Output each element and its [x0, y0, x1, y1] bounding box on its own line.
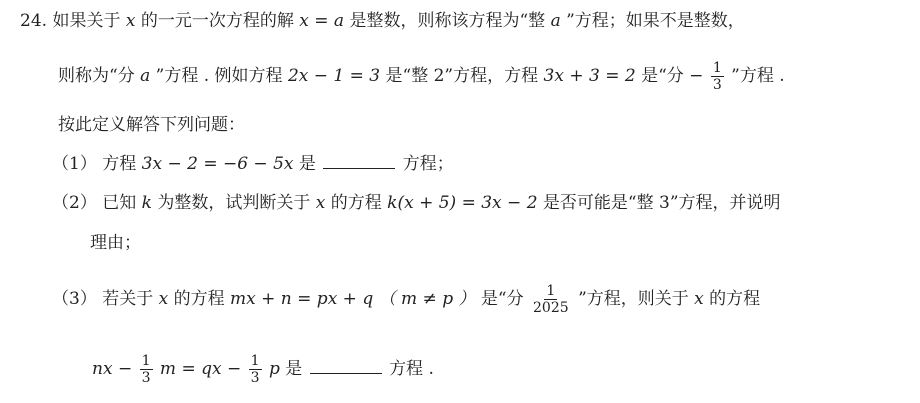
example-equation-1: 2x − 1 = 3 [287, 66, 381, 86]
problem-line-1 [20, 10, 745, 32]
fraction-one-third [711, 60, 724, 93]
variable-x: x [694, 289, 704, 309]
question-label: （1） [52, 154, 97, 174]
question-text: 方程 [102, 154, 137, 174]
problem-line-2 [58, 60, 785, 93]
question-label: （2） [52, 193, 97, 213]
fraction-denominator: 3 [141, 370, 151, 386]
question-text: 若关于 [102, 289, 154, 309]
intro-text: ”方程 . 例如方程 [155, 66, 283, 86]
question-2 [52, 192, 781, 214]
question-text: 的方程 [709, 289, 761, 309]
variable-a: a [140, 66, 151, 86]
fraction-one-third [140, 353, 153, 386]
variable-x: x [125, 11, 136, 31]
variable-x: x [158, 289, 169, 309]
question-text: 是 [298, 154, 316, 174]
intro-text: 是“整 2”方程，方程 [385, 66, 539, 86]
intro-text: 如果关于 [52, 11, 121, 31]
solution-equation: x = a [299, 11, 345, 31]
q3-eq2-part: p [268, 359, 280, 379]
example-equation-2: 3x + 3 = 2 [543, 66, 636, 86]
question-text: ”方程，则关于 [578, 289, 689, 309]
q3-eq2-part: nx − [92, 359, 133, 379]
question-3 [52, 283, 760, 316]
question-text: 的方程 [173, 289, 225, 309]
problem-number: 24. [20, 11, 48, 31]
question-2-continued [90, 232, 141, 254]
question-text: 的方程 [330, 193, 382, 213]
intro-text: 则称为“分 [58, 66, 135, 86]
question-text: 为整数，试判断关于 [157, 193, 311, 213]
fraction-numerator: 1 [546, 283, 556, 299]
intro-text: ”方程；如果不是整数， [566, 11, 745, 31]
fraction-denominator: 3 [712, 77, 722, 93]
q3-condition: （ m ≠ p ） [378, 289, 476, 309]
intro-text: ”方程 . [731, 66, 785, 86]
fraction-one-over-2025 [531, 283, 571, 316]
instruction-text: 按此定义解答下列问题： [58, 115, 245, 135]
fraction-numerator: 1 [712, 60, 722, 76]
question-text: 理由； [90, 233, 141, 253]
question-text: 方程 . [389, 359, 434, 379]
instruction-line [58, 114, 245, 136]
fraction-numerator: 1 [141, 353, 151, 369]
question-3-equation-line [92, 353, 434, 386]
question-label: （3） [52, 289, 97, 309]
fraction-denominator: 2025 [533, 300, 569, 316]
q1-equation: 3x − 2 = −6 − 5x [141, 154, 294, 174]
question-text: 是否可能是“整 3”方程，并说明 [542, 193, 781, 213]
question-1 [52, 152, 454, 175]
question-text: 是“分 [480, 289, 524, 309]
fraction-one-third [249, 353, 262, 386]
answer-blank[interactable] [310, 357, 382, 374]
intro-text: 是“分 − [641, 66, 704, 86]
q3-equation: mx + n = px + q [230, 289, 374, 309]
question-text: 已知 [102, 193, 137, 213]
variable-a: a [550, 11, 561, 31]
question-text: 是 [285, 359, 303, 379]
question-text: 方程； [402, 154, 454, 174]
intro-text: 是整数，则称该方程为“整 [349, 11, 546, 31]
variable-k: k [141, 193, 152, 213]
fraction-denominator: 3 [250, 370, 260, 386]
fraction-numerator: 1 [250, 353, 260, 369]
intro-text: 的一元一次方程的解 [140, 11, 294, 31]
q2-equation: k(x + 5) = 3x − 2 [387, 193, 538, 213]
variable-x: x [315, 193, 326, 213]
answer-blank[interactable] [323, 152, 395, 169]
q3-eq2-part: m = qx − [159, 359, 242, 379]
